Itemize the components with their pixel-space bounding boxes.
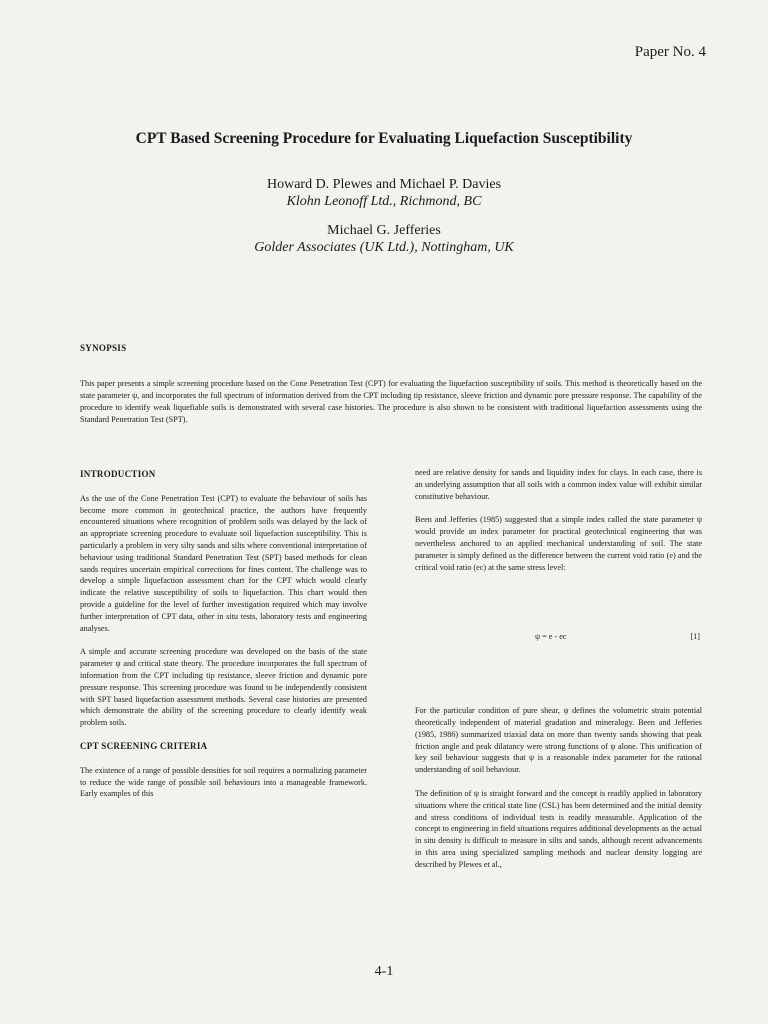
equation-number: [1] (690, 632, 700, 642)
author-names-2: Michael G. Jefferies (327, 223, 441, 238)
right-paragraph-1: need are relative density for sands and liquidity index for clays. In each case, there is an underlying assumption that all soils with a common index value will exhibit similar constitutive behaviour. (415, 468, 702, 501)
cpt-criteria-heading: CPT SCREENING CRITERIA (80, 740, 208, 751)
intro-paragraph-2: A simple and accurate screening procedure was developed on the basis of the state parameter ψ and critical state theory. The procedure incorporates the full spectrum of information from the CPT including tip resistance, sleeve friction and dynamic pore pressure response. This screening procedure was found to be independently consistent with SPT based liquefaction assessment methods. Several case histories are presented which demonstrate the ability of the screening procedure to clearly identify weak problem soils. (80, 647, 367, 728)
page-number: 4-1 (374, 964, 394, 979)
cpt-paragraph-1: The existence of a range of possible densities for soil requires a normalizing parameter to reduce the wide range of possible soil behaviours into a manageable framework. Early examples of this (80, 765, 367, 799)
right-paragraph-4: The definition of ψ is straight forward and the concept is readily applied in laboratory situations where the critical state line (CSL) has been determined and the initial density and stress conditions of individual tests is readily measurable. Application of the concept to engineering in field situations requires additional developments as the actual in situ density is difficult to measure in silts and sands, although recent advancements in this area using specialized sampling methods and nuclear density logging are described by Plewes et al., (415, 788, 702, 869)
paper-number: Paper No. 4 (634, 44, 706, 60)
synopsis-heading: SYNOPSIS (80, 343, 127, 353)
introduction-heading: INTRODUCTION (80, 469, 156, 479)
intro-paragraph-1: As the use of the Cone Penetration Test (CPT) to evaluate the behaviour of soils has become more common in geotechnical practice, the authors have frequently encountered situations where recognition of problem soils was delayed by the lack of an appropriate screening procedure to evaluate soil liquefaction susceptibility. This is particularly a problem in very silty sands and silts where conventional interpretation of behaviour using traditional Standard Penetration Test (SPT) based methods for clean sands requires uncertain empirical corrections for fines content. The challenge was to develop a simple liquefaction assessment chart for the CPT which would clearly indicate the relative susceptibility of soils to liquefaction. This chart would then provide a guideline for the level of further investigation required which may involve further interpretation of CPT data, other in situ tests, laboratory tests and engineering analyses. (80, 493, 367, 633)
author-affiliation-1: Klohn Leonoff Ltd., Richmond, BC (286, 194, 482, 209)
left-column (80, 469, 367, 812)
right-column (415, 467, 702, 883)
right-paragraph-3: For the particular condition of pure shear, ψ defines the volumetric strain potential theoretically independent of material gradation and mineralogy. Been and Jefferies (1985, 1986) summarized triaxial data on more than twenty sands showing that peak friction angle and peak dilatancy were strong functions of ψ alone. This unification of key soil behaviour suggests that ψ is a reasonable index parameter for the rational understanding of soil behaviour. (415, 706, 702, 775)
synopsis-text: This paper presents a simple screening procedure based on the Cone Penetration Test (CPT) for evaluating the liquefaction susceptibility of soils. This method is theoretically based on the state parameter ψ, and incorporates the full spectrum of information derived from the CPT including tip resistance, sleeve friction and dynamic pore pressure response. The capability of the procedure to identify weak liquefiable soils is demonstrated with several case histories. The procedure is also shown to be consistent with traditional liquefaction assessments using the Standard Penetration Test (SPT). (80, 379, 702, 424)
author-block (0, 176, 768, 256)
author-names-1: Howard D. Plewes and Michael P. Davies (266, 177, 502, 192)
paper-title: CPT Based Screening Procedure for Evaluating Liquefaction Susceptibility (135, 130, 633, 147)
right-paragraph-2: Been and Jefferies (1985) suggested that a simple index called the state parameter ψ would provide an index parameter for practical geotechnical engineering that was nevertheless anchored to an applied mechanical understanding of soil. The state parameter is simply defined as the difference between the current void ratio (e) and the critical void ratio (ec) at the same stress level: (415, 515, 702, 572)
equation-expression: ψ = e - ec (535, 632, 567, 642)
author-affiliation-2: Golder Associates (UK Ltd.), Nottingham, UK (254, 240, 514, 255)
state-parameter-equation (415, 631, 702, 643)
